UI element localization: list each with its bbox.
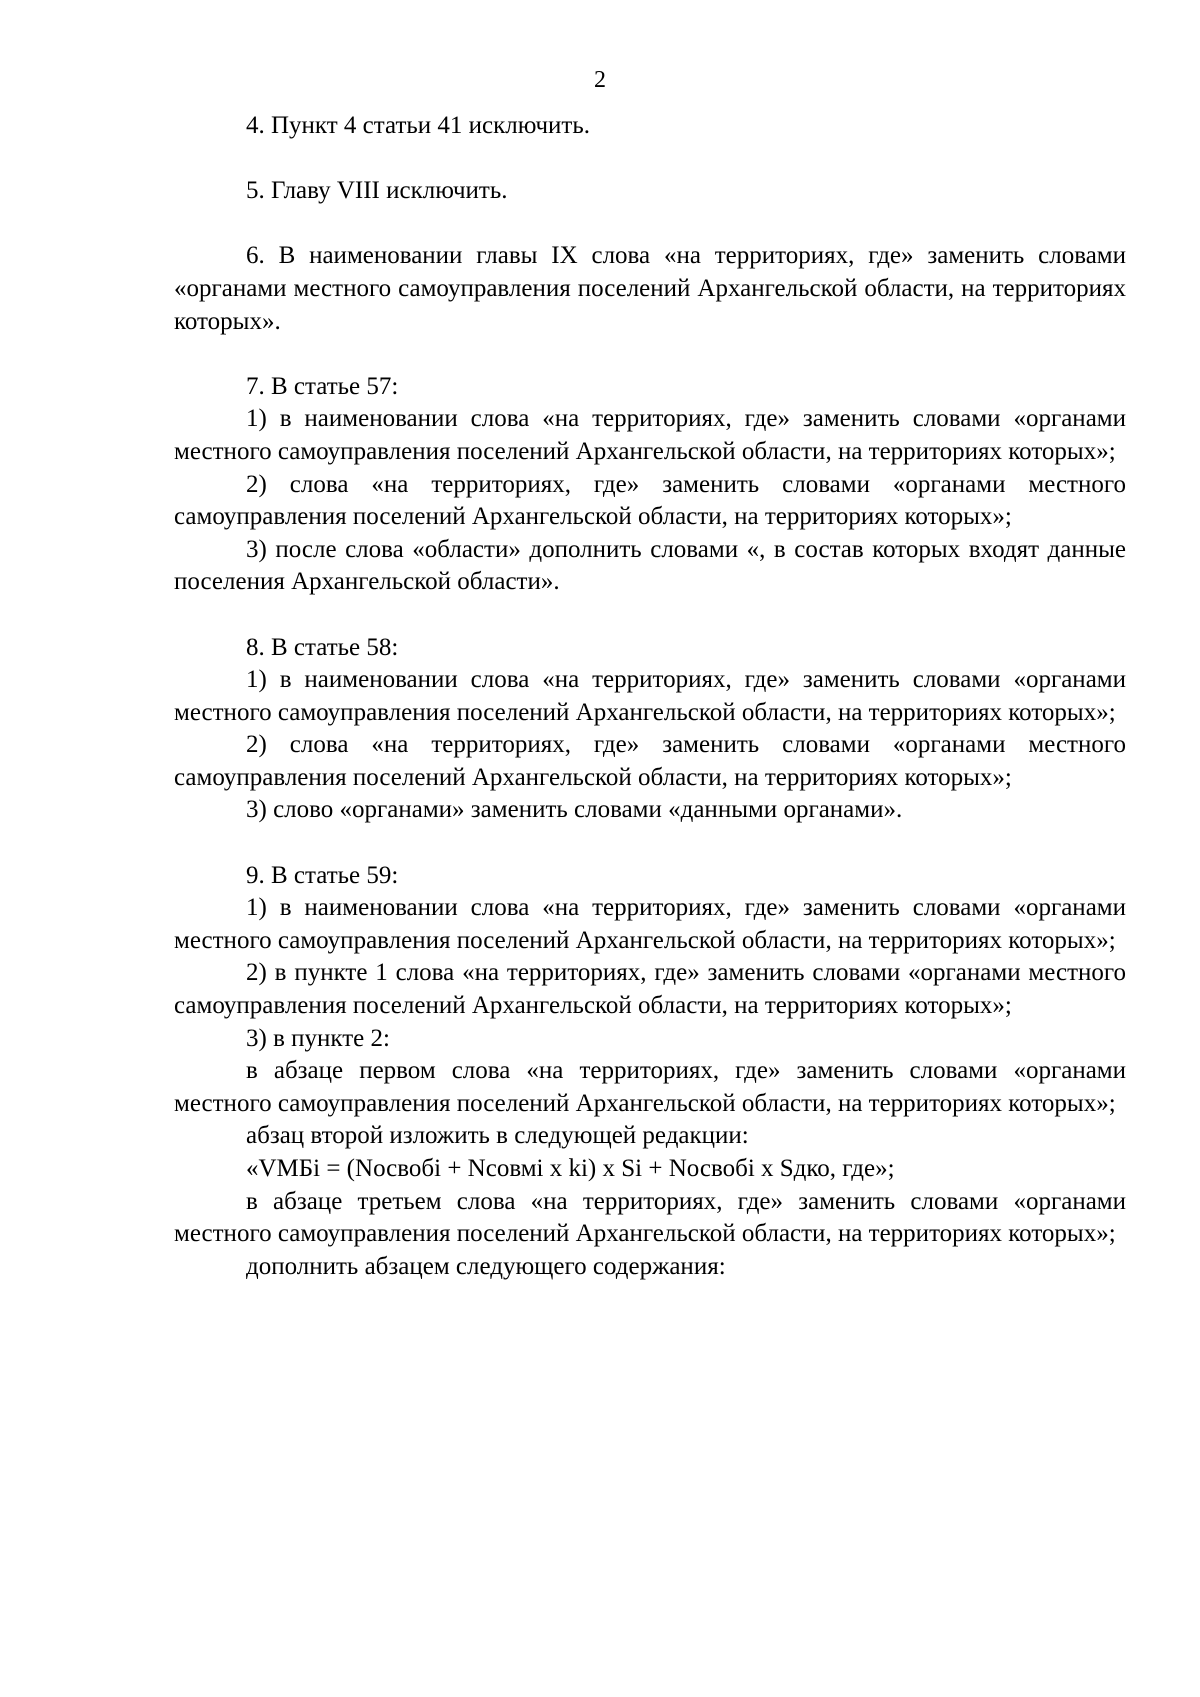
subparagraph-9-2: 2) в пункте 1 слова «на территориях, где» заменить словами «органами местного самоуправления поселений Архангельской области, на территориях которых»; [174, 959, 1126, 1020]
abzac-third: в абзаце третьем слова «на территориях, где» заменить словами «органами местного самоуправления поселений Архангельской области, на территориях которых»; [174, 1187, 1126, 1248]
paragraph-item-9: 9. В статье 59: [246, 861, 399, 889]
abzac-first: в абзаце первом слова «на территориях, где» заменить словами «органами местного самоуправления поселений Архангельской области, на территориях которых»; [174, 1057, 1126, 1117]
subparagraph-7-3: 3) после слова «области» дополнить словами «, в состав которых входят данные поселения Архангельской области». [174, 535, 1126, 596]
abzac-addition: дополнить абзацем следующего содержания: [246, 1252, 726, 1280]
abzac-second: абзац второй изложить в следующей редакции: [246, 1122, 749, 1150]
subparagraph-9-3: 3) в пункте 2: [246, 1024, 390, 1052]
paragraph-item-7: 7. В статье 57: [246, 372, 399, 400]
paragraph-item-8: 8. В статье 58: [246, 633, 399, 661]
paragraph-item-4: 4. Пункт 4 статьи 41 исключить. [246, 112, 591, 139]
paragraph-item-5: 5. Главу VIII исключить. [246, 177, 508, 205]
document-body [174, 110, 1126, 1283]
subparagraph-8-1: 1) в наименовании слова «на территориях, где» заменить словами «органами местного самоуправления поселений Архангельской области, на территориях которых»; [174, 666, 1126, 726]
subparagraph-9-1: 1) в наименовании слова «на территориях, где» заменить словами «органами местного самоуправления поселений Архангельской области, на территориях которых»; [174, 894, 1126, 954]
subparagraph-8-2: 2) слова «на территориях, где» заменить словами «органами местного самоуправления поселений Архангельской области, на территориях которых»; [174, 731, 1126, 791]
formula-line: «VМБi = (Nосвобi + Nсовмi x ki) x Si + Nосвобi x Sдко, где»; [246, 1155, 895, 1182]
paragraph-item-6: 6. В наименовании главы IX слова «на территориях, где» заменить словами «органами местного самоуправления поселений Архангельской области, на территориях которых». [174, 242, 1126, 335]
page-number: 2 [594, 67, 606, 93]
subparagraph-7-2: 2) слова «на территориях, где» заменить словами «органами местного самоуправления поселений Архангельской области, на территориях которых»; [174, 470, 1126, 531]
subparagraph-8-3: 3) слово «органами» заменить словами «данными органами». [246, 796, 903, 824]
subparagraph-7-1: 1) в наименовании слова «на территориях, где» заменить словами «органами местного самоуправления поселений Архангельской области, на территориях которых»; [174, 405, 1126, 465]
